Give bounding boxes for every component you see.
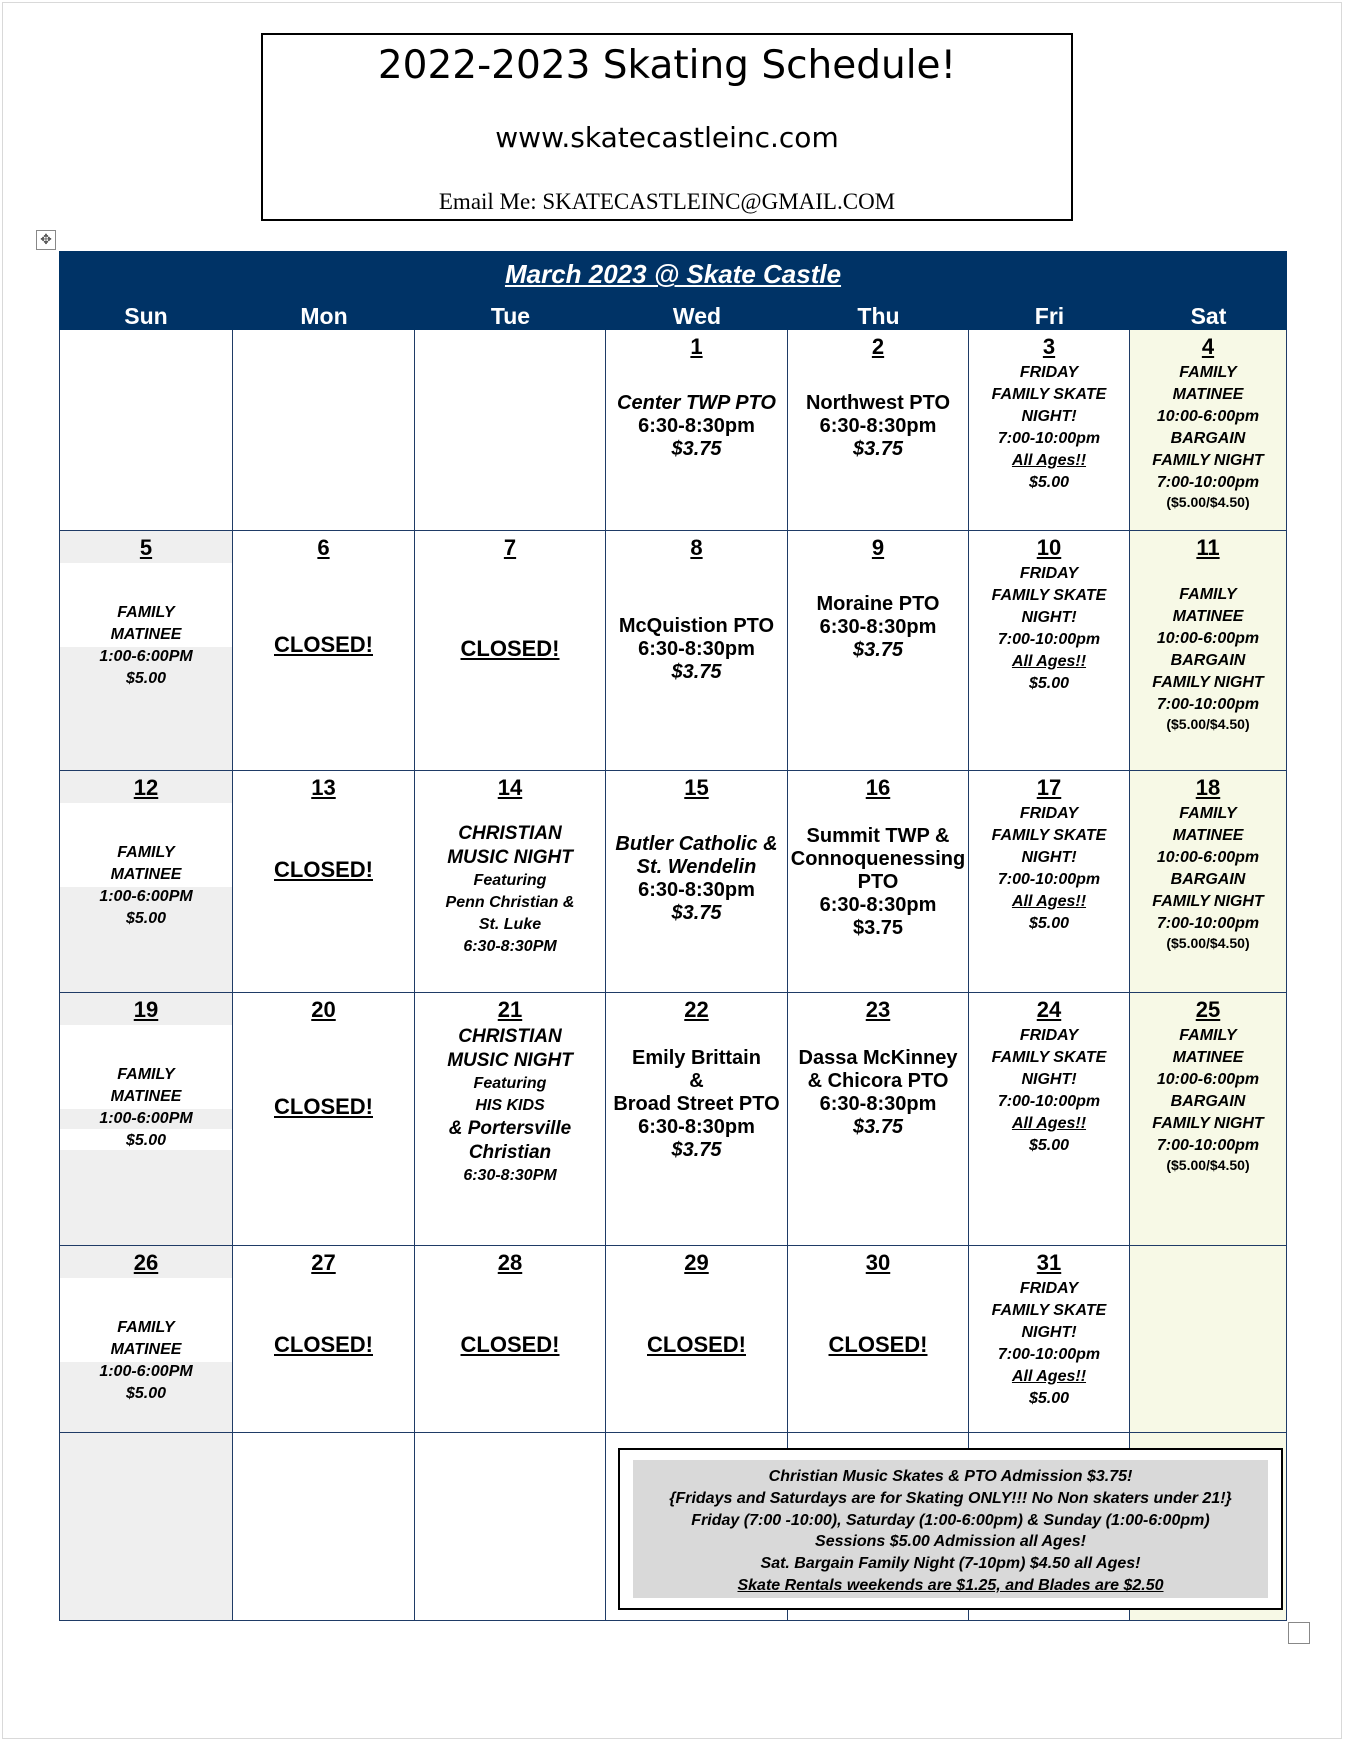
event-details [969, 803, 1129, 935]
note-line: Skate Rentals weekends are $1.25, and Blades are $2.50 [737, 1576, 1164, 1594]
day-number: 15 [684, 775, 709, 800]
day-cell-4 [1130, 330, 1287, 531]
event-details [606, 392, 787, 461]
event-line: 1:00-6:00PM [99, 888, 193, 905]
event-details [1130, 362, 1286, 510]
event-line: $5.00 [1028, 1137, 1070, 1154]
event-details [1130, 803, 1286, 951]
event-line: MATINEE [1172, 386, 1244, 403]
event-line: 6:30-8:30pm [819, 894, 937, 916]
calendar-cell-empty [415, 1433, 606, 1621]
event-line: 6:30-8:30pm [819, 415, 937, 437]
event-line: 7:00-10:00pm [1156, 696, 1260, 713]
event-line: 7:00-10:00pm [997, 430, 1101, 447]
weekday-fri: Fri [1034, 303, 1065, 329]
day-cell-14 [415, 771, 606, 993]
event-line: & [689, 1070, 704, 1092]
day-number: 18 [1195, 775, 1221, 800]
event-details [415, 822, 605, 958]
day-cell-23 [788, 993, 969, 1246]
contact-email: Email Me: SKATECASTLEINC@GMAIL.COM [438, 189, 896, 214]
day-number: 20 [311, 997, 336, 1022]
day-cell-16 [788, 771, 969, 993]
event-line: $5.00 [125, 1132, 167, 1149]
event-line: MATINEE [1172, 827, 1244, 844]
event-line: FAMILY [117, 1319, 175, 1336]
event-line: 7:00-10:00pm [1156, 1137, 1260, 1154]
weekday-wed: Wed [672, 303, 722, 329]
event-line: All Ages!! [1011, 1368, 1087, 1385]
calendar-cell-empty [233, 330, 415, 531]
event-line: Center TWP PTO [617, 392, 776, 414]
event-line: Christian [468, 1142, 552, 1163]
event-line: $3.75 [852, 917, 904, 939]
event-details [60, 602, 232, 690]
event-line: FAMILY NIGHT [1152, 893, 1264, 910]
closed-label: CLOSED! [647, 1332, 746, 1357]
weekday-mon: Mon [300, 303, 348, 329]
closed-label: CLOSED! [274, 1332, 373, 1357]
event-line: Featuring [473, 872, 547, 889]
event-line: St. Luke [478, 916, 542, 933]
event-details [60, 1064, 232, 1152]
day-cell-29 [606, 1246, 788, 1433]
day-number: 2 [871, 334, 885, 359]
day-cell-9 [788, 531, 969, 771]
day-cell-30 [788, 1246, 969, 1433]
day-number: 9 [871, 535, 885, 560]
closed-label: CLOSED! [460, 636, 560, 661]
day-cell-22 [606, 993, 788, 1246]
day-cell-28 [415, 1246, 606, 1433]
event-line: $3.75 [671, 1139, 722, 1161]
event-line: FAMILY [1179, 1027, 1237, 1044]
event-details [606, 615, 787, 684]
weekday-tue: Tue [490, 303, 531, 329]
calendar-cell-empty [59, 1433, 233, 1621]
event-line: ($5.00/$4.50) [1166, 716, 1250, 732]
event-line: Dassa McKinney [798, 1047, 958, 1069]
day-cell-24 [969, 993, 1130, 1246]
event-line: FAMILY SKATE [991, 1302, 1107, 1319]
event-details [606, 833, 787, 925]
day-number: 14 [497, 775, 523, 800]
event-line: MATINEE [110, 1341, 182, 1358]
day-cell-10 [969, 531, 1130, 771]
schedule-title: 2022-2023 Skating Schedule! [377, 43, 957, 88]
event-line: $3.75 [671, 438, 722, 460]
day-number: 10 [1036, 535, 1062, 560]
event-line: 6:30-8:30pm [638, 879, 755, 901]
calendar-grid [59, 330, 1287, 1621]
event-details [969, 362, 1129, 494]
event-details [788, 392, 968, 461]
event-line: FRIDAY [1019, 1027, 1079, 1044]
event-line: All Ages!! [1011, 1115, 1087, 1132]
day-number: 29 [684, 1250, 709, 1275]
day-cell-3 [969, 330, 1130, 531]
day-number: 21 [497, 997, 523, 1022]
note-line: Christian Music Skates & PTO Admission $3.75! [768, 1468, 1133, 1485]
calendar-title: March 2023 @ Skate Castle [504, 259, 842, 289]
event-details [788, 593, 968, 662]
event-line: FAMILY [1179, 586, 1237, 603]
event-line: NIGHT! [1021, 1071, 1077, 1088]
event-line: FAMILY NIGHT [1152, 674, 1264, 691]
event-line: BARGAIN [1170, 652, 1246, 669]
event-line: $5.00 [1028, 915, 1070, 932]
event-line: MUSIC NIGHT [447, 1050, 573, 1071]
weekday-sat: Sat [1190, 303, 1227, 329]
day-number: 7 [503, 535, 517, 560]
event-line: Butler Catholic & [615, 833, 778, 855]
event-line: 6:30-8:30pm [819, 616, 937, 638]
note-line: Friday (7:00 -10:00), Saturday (1:00-6:00pm) & Sunday (1:00-6:00pm) [691, 1511, 1210, 1529]
event-details [60, 1317, 232, 1405]
closed-label: CLOSED! [274, 632, 373, 657]
event-details [1130, 1025, 1286, 1173]
event-line: $3.75 [671, 902, 722, 924]
event-line: NIGHT! [1021, 408, 1077, 425]
event-details [788, 825, 968, 940]
pricing-notes-box [618, 1448, 1283, 1610]
calendar-cell-empty [1130, 1246, 1287, 1433]
event-details [415, 1025, 605, 1187]
event-line: ($5.00/$4.50) [1166, 935, 1250, 951]
event-line: $3.75 [852, 639, 904, 661]
event-line: Penn Christian & [445, 894, 575, 911]
event-line: 7:00-10:00pm [997, 1346, 1101, 1363]
event-line: FAMILY SKATE [991, 827, 1107, 844]
note-line: Sat. Bargain Family Night (7-10pm) $4.50 all Ages! [760, 1555, 1141, 1573]
day-cell-1 [606, 330, 788, 531]
day-number: 24 [1036, 997, 1062, 1022]
event-line: MATINEE [110, 626, 182, 643]
event-line: MATINEE [110, 1088, 182, 1105]
event-line: Moraine PTO [816, 593, 940, 615]
resize-icon[interactable] [1288, 1622, 1310, 1644]
move-icon[interactable]: ✥ [36, 230, 56, 250]
closed-label: CLOSED! [274, 857, 373, 882]
event-line: 6:30-8:30PM [463, 938, 557, 955]
event-line: FAMILY SKATE [991, 587, 1107, 604]
day-cell-8 [606, 531, 788, 771]
event-line: FAMILY [1179, 364, 1237, 381]
closed-label: CLOSED! [274, 1094, 373, 1119]
day-cell-18 [1130, 771, 1287, 993]
event-line: FRIDAY [1019, 565, 1079, 582]
day-number: 19 [133, 997, 159, 1022]
event-line: $3.75 [852, 1116, 904, 1138]
day-number: 23 [865, 997, 891, 1022]
event-line: 1:00-6:00PM [99, 1110, 193, 1127]
day-number: 13 [311, 775, 336, 800]
event-line: 1:00-6:00PM [99, 1363, 193, 1380]
day-number: 30 [865, 1250, 891, 1275]
event-line: 10:00-6:00pm [1156, 630, 1260, 647]
event-line: St. Wendelin [636, 856, 757, 878]
day-cell-6 [233, 531, 415, 771]
event-line: $5.00 [125, 910, 167, 927]
event-line: BARGAIN [1170, 1093, 1246, 1110]
event-line: FAMILY [117, 604, 175, 621]
day-number: 28 [497, 1250, 523, 1275]
day-cell-17 [969, 771, 1130, 993]
event-line: Summit TWP & [806, 825, 950, 847]
event-line: Northwest PTO [805, 392, 951, 414]
event-line: Broad Street PTO [613, 1093, 780, 1115]
event-line: NIGHT! [1021, 1324, 1077, 1341]
event-line: McQuistion PTO [618, 615, 775, 637]
event-line: 7:00-10:00pm [997, 1093, 1101, 1110]
day-cell-20 [233, 993, 415, 1246]
event-line: $3.75 [671, 661, 722, 683]
day-number: 12 [133, 775, 159, 800]
event-line: NIGHT! [1021, 609, 1077, 626]
day-cell-12 [59, 771, 233, 993]
pricing-notes [633, 1460, 1268, 1598]
event-line: Emily Brittain [632, 1047, 761, 1069]
day-number: 31 [1036, 1250, 1062, 1275]
day-cell-7 [415, 531, 606, 771]
day-cell-27 [233, 1246, 415, 1433]
event-line: ($5.00/$4.50) [1166, 1157, 1250, 1173]
event-line: 6:30-8:30pm [638, 1116, 755, 1138]
event-details [1130, 584, 1286, 732]
day-number: 3 [1042, 334, 1056, 359]
calendar-cell-empty [59, 330, 233, 531]
calendar-cell-empty [415, 330, 606, 531]
day-number: 1 [690, 334, 703, 359]
weekday-thu: Thu [857, 303, 900, 329]
event-line: 1:00-6:00PM [99, 648, 193, 665]
event-line: $5.00 [125, 670, 167, 687]
day-cell-31 [969, 1246, 1130, 1433]
event-line: All Ages!! [1011, 653, 1087, 670]
event-line: 7:00-10:00pm [997, 871, 1101, 888]
event-line: $5.00 [1028, 675, 1070, 692]
sunday-shade [60, 1150, 232, 1246]
event-line: FAMILY NIGHT [1152, 452, 1264, 469]
header-box [261, 33, 1073, 221]
event-line: PTO [857, 871, 899, 893]
event-line: FAMILY NIGHT [1152, 1115, 1264, 1132]
day-cell-5 [59, 531, 233, 771]
day-cell-11 [1130, 531, 1287, 771]
event-line: BARGAIN [1170, 430, 1246, 447]
event-line: Connoquenessing [790, 848, 966, 870]
calendar-header [59, 251, 1287, 330]
day-number: 16 [865, 775, 891, 800]
event-line: 6:30-8:30pm [638, 415, 755, 437]
note-line: {Fridays and Saturdays are for Skating ONLY!!! No Non skaters under 21!} [669, 1489, 1232, 1507]
day-number: 17 [1036, 775, 1062, 800]
day-number: 26 [133, 1250, 159, 1275]
event-line: FAMILY [1179, 805, 1237, 822]
event-line: All Ages!! [1011, 893, 1087, 910]
event-line: FRIDAY [1019, 364, 1079, 381]
day-cell-26 [59, 1246, 233, 1433]
event-line: ($5.00/$4.50) [1166, 494, 1250, 510]
event-details [969, 1025, 1129, 1157]
event-line: 6:30-8:30pm [819, 1093, 937, 1115]
day-number: 8 [690, 535, 703, 560]
event-line: FAMILY [117, 1066, 175, 1083]
event-line: MATINEE [1172, 1049, 1244, 1066]
event-line: 7:00-10:00pm [1156, 915, 1260, 932]
day-number: 6 [317, 535, 330, 560]
event-line: 10:00-6:00pm [1156, 849, 1260, 866]
event-line: CHRISTIAN [458, 1026, 562, 1047]
event-details [788, 1047, 968, 1139]
event-line: $3.75 [852, 438, 904, 460]
calendar-cell-empty [233, 1433, 415, 1621]
event-line: FAMILY SKATE [991, 1049, 1107, 1066]
day-cell-19 [59, 993, 233, 1246]
day-number: 25 [1195, 997, 1221, 1022]
day-cell-15 [606, 771, 788, 993]
closed-label: CLOSED! [828, 1332, 928, 1357]
event-line: HIS KIDS [475, 1097, 545, 1114]
event-line: 7:00-10:00pm [997, 631, 1101, 648]
event-details [969, 1278, 1129, 1410]
event-line: 6:30-8:30pm [638, 638, 755, 660]
event-line: 7:00-10:00pm [1156, 474, 1260, 491]
weekday-sun: Sun [124, 303, 168, 329]
event-line: FAMILY [117, 844, 175, 861]
event-line: $5.00 [125, 1385, 167, 1402]
event-line: MUSIC NIGHT [447, 847, 573, 868]
event-details [969, 563, 1129, 695]
event-line: Featuring [473, 1075, 547, 1092]
event-line: MATINEE [110, 866, 182, 883]
event-line: & Chicora PTO [807, 1070, 949, 1092]
event-line: MATINEE [1172, 608, 1244, 625]
event-line: FRIDAY [1019, 805, 1079, 822]
day-number: 5 [139, 535, 153, 560]
event-line: CHRISTIAN [458, 823, 562, 844]
event-line: FAMILY SKATE [991, 386, 1107, 403]
event-line: $5.00 [1028, 474, 1070, 491]
event-details [60, 842, 232, 930]
event-line: NIGHT! [1021, 849, 1077, 866]
event-line: 6:30-8:30PM [463, 1167, 557, 1184]
website-url: www.skatecastleinc.com [495, 121, 839, 154]
note-line: Sessions $5.00 Admission all Ages! [815, 1533, 1086, 1551]
event-line: 10:00-6:00pm [1156, 408, 1260, 425]
closed-label: CLOSED! [460, 1332, 560, 1357]
day-cell-2 [788, 330, 969, 531]
event-line: FRIDAY [1019, 1280, 1079, 1297]
event-details [606, 1047, 787, 1162]
day-number: 11 [1196, 535, 1220, 560]
event-line: 10:00-6:00pm [1156, 1071, 1260, 1088]
day-number: 4 [1201, 334, 1215, 359]
day-number: 27 [311, 1250, 336, 1275]
day-cell-13 [233, 771, 415, 993]
event-line: BARGAIN [1170, 871, 1246, 888]
event-line: All Ages!! [1011, 452, 1087, 469]
event-line: $5.00 [1028, 1390, 1070, 1407]
day-cell-25 [1130, 993, 1287, 1246]
event-line: & Portersville [448, 1118, 572, 1139]
day-number: 22 [684, 997, 709, 1022]
day-cell-21 [415, 993, 606, 1246]
